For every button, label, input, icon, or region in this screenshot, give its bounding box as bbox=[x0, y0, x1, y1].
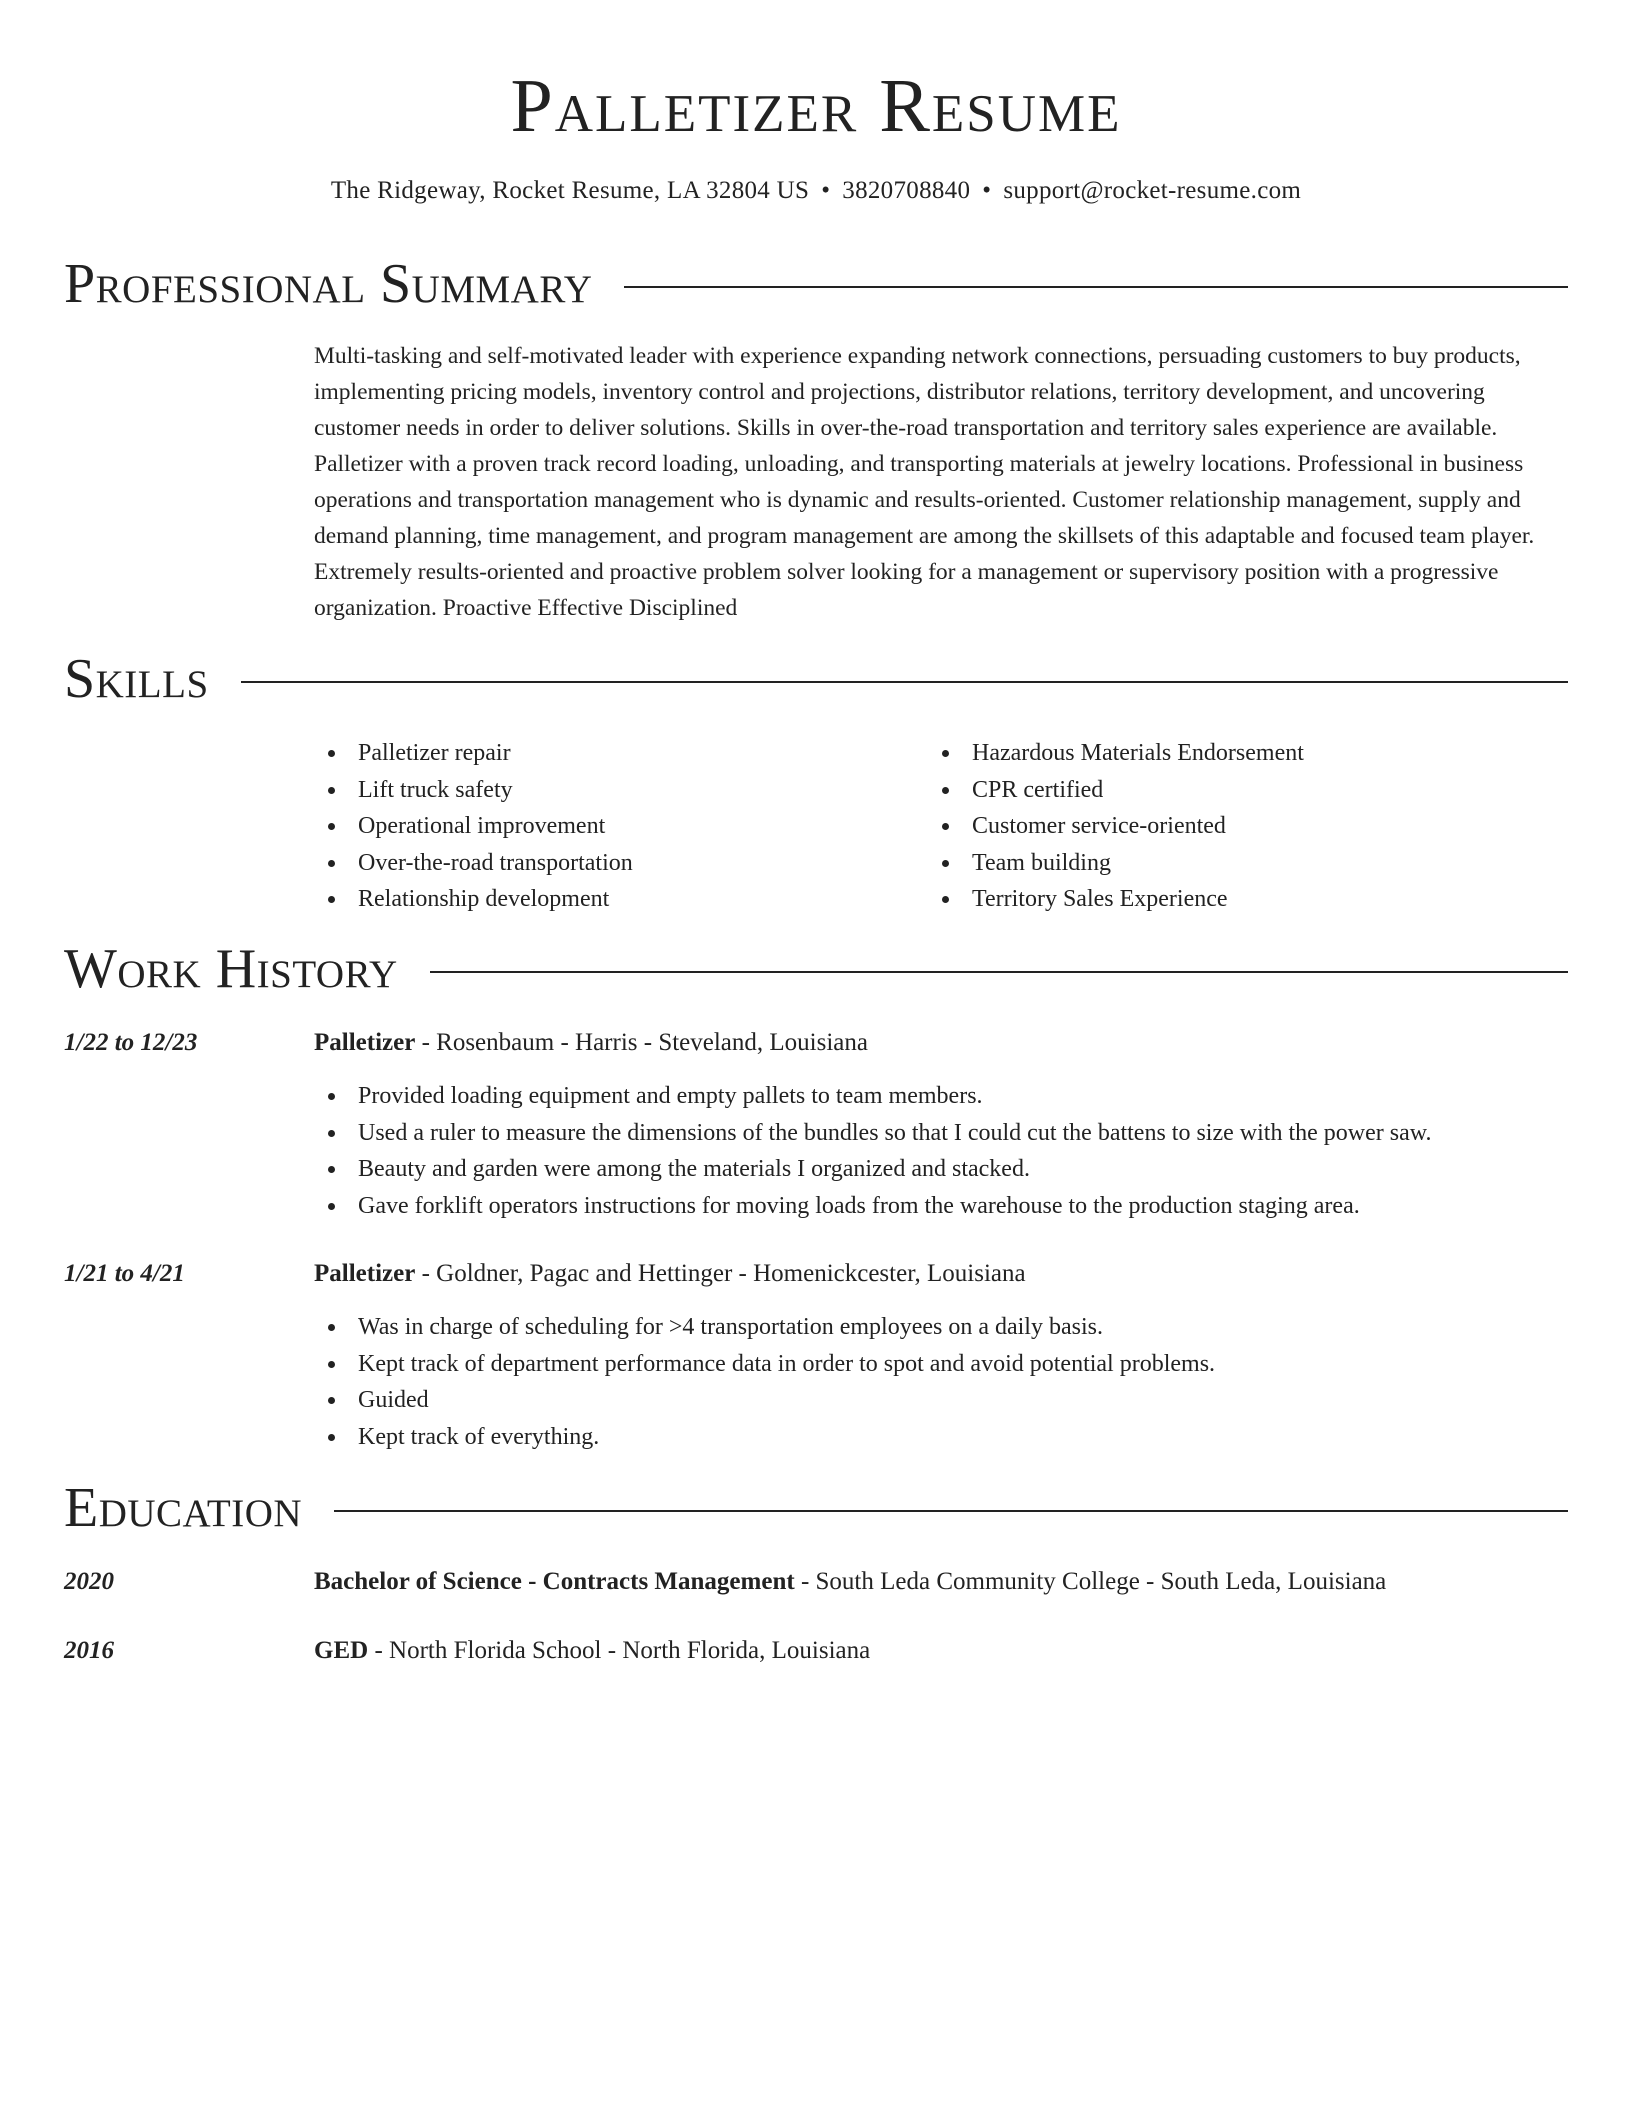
duty-item: Was in charge of scheduling for >4 transportation employees on a daily basis. bbox=[314, 1309, 1568, 1346]
skill-item: Lift truck safety bbox=[314, 772, 633, 809]
bullet-icon bbox=[328, 1166, 335, 1173]
section-rule bbox=[241, 681, 1568, 683]
section-education-header bbox=[64, 1476, 1568, 1540]
bullet-icon bbox=[328, 787, 335, 794]
skill-item: Relationship development bbox=[314, 881, 633, 918]
section-work-header bbox=[64, 937, 1568, 1001]
job-employer: - Goldner, Pagac and Hettinger - Homenickcester, Louisiana bbox=[415, 1260, 1026, 1287]
section-rule bbox=[430, 971, 1568, 973]
job-employer: - Rosenbaum - Harris - Steveland, Louisiana bbox=[415, 1029, 868, 1056]
education-entry bbox=[314, 1633, 1568, 1669]
bullet-icon bbox=[942, 860, 949, 867]
duty-item: Kept track of everything. bbox=[314, 1419, 1568, 1456]
bullet-icon bbox=[328, 823, 335, 830]
skill-item: Team building bbox=[928, 845, 1304, 882]
bullet-icon bbox=[328, 896, 335, 903]
bullet-icon bbox=[328, 1130, 335, 1137]
bullet-icon bbox=[328, 1203, 335, 1210]
job-dates: 1/22 to 12/23 bbox=[64, 1029, 198, 1056]
skill-item: Palletizer repair bbox=[314, 735, 633, 772]
skill-item: Operational improvement bbox=[314, 808, 633, 845]
bullet-icon bbox=[942, 787, 949, 794]
skill-item: Customer service-oriented bbox=[928, 808, 1304, 845]
contact-line bbox=[0, 174, 1632, 208]
job-title: Palletizer bbox=[314, 1029, 416, 1056]
bullet-icon bbox=[328, 1434, 335, 1441]
skill-item: Territory Sales Experience bbox=[928, 881, 1304, 918]
summary-text: Multi-tasking and self-motivated leader with experience expanding network connections, persuading customers to buy products, implementing pricing models, inventory control and projections, distributor relations, territory development, and uncovering customer needs in order to deliver solutions. Skills in over-the-road transportation and territory sales experience are available. Palletizer with a proven track record loading, unloading, and transporting materials at jewelry locations. Professional in business operations and transportation management who is dynamic and results-oriented. Customer relationship management, supply and demand planning, time management, and program management are among the skillsets of this adaptable and focused team player. Extremely results-oriented and proactive problem solver looking for a management or supervisory position with a progressive organization. Proactive Effective Disciplined bbox=[314, 343, 1535, 621]
bullet-icon bbox=[328, 750, 335, 757]
resume-title: Palletizer Resume bbox=[510, 64, 1122, 148]
skills-list-left bbox=[314, 735, 633, 918]
job-duties bbox=[314, 1309, 1568, 1455]
duty-item: Beauty and garden were among the materials I organized and stacked. bbox=[314, 1151, 1568, 1188]
skills-list-right bbox=[928, 735, 1304, 918]
contact-email: support@rocket-resume.com bbox=[1003, 177, 1302, 204]
contact-separator: • bbox=[982, 177, 992, 204]
section-rule bbox=[624, 286, 1568, 288]
duty-item: Provided loading equipment and empty pallets to team members. bbox=[314, 1078, 1568, 1115]
bullet-icon bbox=[328, 1397, 335, 1404]
contact-address: The Ridgeway, Rocket Resume, LA 32804 US bbox=[330, 177, 810, 204]
education-degree: GED bbox=[314, 1637, 369, 1664]
education-year: 2020 bbox=[64, 1568, 114, 1595]
skill-item: Over-the-road transportation bbox=[314, 845, 633, 882]
education-degree: Bachelor of Science - Contracts Management bbox=[314, 1568, 795, 1595]
job-duties bbox=[314, 1078, 1568, 1224]
bullet-icon bbox=[328, 1093, 335, 1100]
contact-separator: • bbox=[821, 177, 831, 204]
skill-item: Hazardous Materials Endorsement bbox=[928, 735, 1304, 772]
section-heading: Skills bbox=[64, 648, 209, 710]
job-title: Palletizer bbox=[314, 1260, 416, 1287]
section-heading: Professional Summary bbox=[64, 253, 593, 315]
bullet-icon bbox=[942, 896, 949, 903]
education-year: 2016 bbox=[64, 1637, 114, 1664]
section-rule bbox=[334, 1510, 1568, 1512]
section-skills-header bbox=[64, 647, 1568, 711]
section-summary-header bbox=[64, 252, 1568, 316]
duty-item: Gave forklift operators instructions for moving loads from the warehouse to the production staging area. bbox=[314, 1188, 1568, 1225]
section-heading: Work History bbox=[64, 938, 398, 1000]
bullet-icon bbox=[328, 1324, 335, 1331]
job-heading bbox=[314, 1256, 1568, 1292]
skill-item: CPR certified bbox=[928, 772, 1304, 809]
duty-item: Used a ruler to measure the dimensions of the bundles so that I could cut the battens to size with the power saw. bbox=[314, 1115, 1568, 1152]
job-dates: 1/21 to 4/21 bbox=[64, 1260, 185, 1287]
bullet-icon bbox=[328, 1361, 335, 1368]
bullet-icon bbox=[328, 860, 335, 867]
education-school: - North Florida School - North Florida, Louisiana bbox=[368, 1637, 871, 1664]
bullet-icon bbox=[942, 750, 949, 757]
duty-item: Kept track of department performance data in order to spot and avoid potential problems. bbox=[314, 1346, 1568, 1383]
education-school: - South Leda Community College - South Leda, Louisiana bbox=[794, 1568, 1387, 1595]
contact-phone: 3820708840 bbox=[842, 177, 971, 204]
bullet-icon bbox=[942, 823, 949, 830]
education-entry bbox=[314, 1564, 1568, 1600]
duty-item: Guided bbox=[314, 1382, 1568, 1419]
job-heading bbox=[314, 1025, 1568, 1061]
section-heading: Education bbox=[64, 1477, 303, 1539]
